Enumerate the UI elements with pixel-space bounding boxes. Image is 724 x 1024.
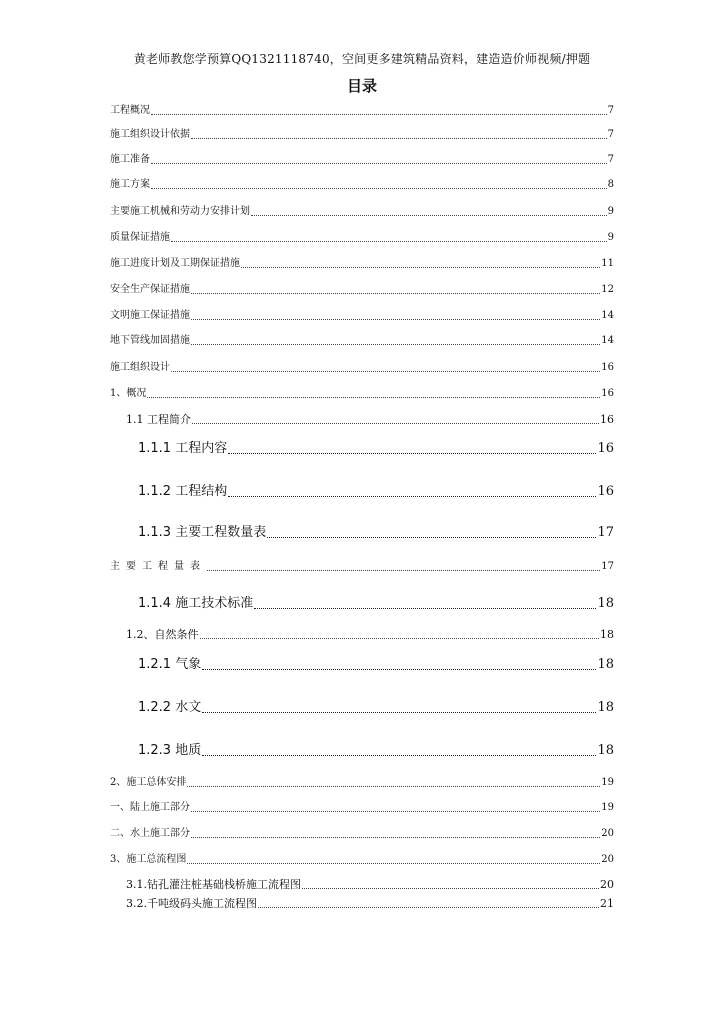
toc-entry-label: 1.2.1 气象	[138, 657, 202, 672]
toc-entry[interactable]	[110, 361, 614, 375]
dot-leader	[202, 755, 596, 756]
toc-entry-label: 文明施工保证措施	[110, 310, 190, 321]
toc-entry[interactable]	[110, 128, 614, 142]
toc-entry-label: 1.2、自然条件	[126, 628, 199, 641]
toc-entry-label: 工程概况	[110, 105, 150, 116]
toc-entry-label: 二、水上施工部分	[110, 828, 190, 839]
dot-leader	[200, 638, 600, 639]
toc-entry-label: 1.1.1 工程内容	[138, 441, 228, 456]
toc-entry-page: 18	[597, 657, 614, 672]
dot-leader	[202, 669, 596, 670]
dot-leader	[258, 907, 599, 908]
toc-entry-page: 19	[601, 777, 614, 788]
toc-entry-label: 施工进度计划及工期保证措施	[110, 258, 240, 269]
dot-leader	[192, 423, 599, 424]
toc-entry-label: 1、概况	[110, 388, 147, 399]
dot-leader	[187, 863, 600, 864]
toc-entry-page: 11	[601, 258, 614, 269]
toc-entry-page: 17	[597, 525, 614, 540]
toc-entry-label: 主要施工机械和劳动力安排计划	[110, 206, 250, 217]
toc-entry[interactable]	[110, 257, 614, 271]
toc-entry[interactable]	[110, 104, 614, 118]
toc-entry-label: 地下管线加固措施	[110, 335, 190, 346]
dot-leader	[147, 397, 600, 398]
toc-entry[interactable]	[110, 309, 614, 323]
toc-entry-page: 18	[597, 596, 614, 611]
toc-entry-page: 17	[601, 561, 614, 572]
toc-entry[interactable]	[110, 776, 614, 790]
toc-entry[interactable]	[110, 283, 614, 297]
dot-leader	[251, 215, 607, 216]
toc-entry[interactable]	[110, 178, 614, 192]
toc-entry[interactable]	[138, 596, 614, 612]
toc-entry-page: 8	[607, 179, 614, 190]
toc-entry-page: 7	[607, 129, 614, 140]
dot-leader	[187, 786, 600, 787]
toc-entry-page: 16	[597, 484, 614, 499]
toc-entry-page: 20	[601, 828, 614, 839]
toc-entry-label: 1.1.4 施工技术标准	[138, 596, 254, 611]
toc-entry-page: 7	[607, 154, 614, 165]
dot-leader	[151, 114, 607, 115]
toc-entry[interactable]	[110, 231, 614, 245]
dot-leader	[191, 293, 600, 294]
toc-entry-label: 1.1 工程简介	[126, 413, 191, 426]
toc-entry-label: 1.1.2 工程结构	[138, 484, 228, 499]
toc-entry[interactable]	[110, 560, 614, 574]
toc-entry-page: 20	[600, 878, 614, 891]
dot-leader	[151, 188, 607, 189]
toc-entry-page: 12	[601, 284, 614, 295]
dot-leader	[267, 537, 596, 538]
dot-leader	[191, 837, 600, 838]
toc-entry-page: 18	[597, 743, 614, 758]
toc-entry[interactable]	[110, 153, 614, 167]
toc-entry[interactable]	[138, 657, 614, 673]
toc-entry-page: 18	[597, 700, 614, 715]
dot-leader	[191, 319, 600, 320]
toc-entry-page: 20	[601, 854, 614, 865]
toc-entry[interactable]	[126, 878, 614, 892]
toc-entry-label: 1.1.3 主要工程数量表	[138, 525, 267, 540]
toc-entry-label: 安全生产保证措施	[110, 284, 190, 295]
toc-entry-label: 3、施工总流程图	[110, 854, 187, 865]
dot-leader	[171, 371, 600, 372]
toc-entry-page: 9	[607, 232, 614, 243]
toc-entry-label: 2、施工总体安排	[110, 777, 187, 788]
dot-leader	[171, 241, 607, 242]
dot-leader	[207, 570, 600, 571]
toc-entry-page: 19	[601, 802, 614, 813]
dot-leader	[228, 453, 596, 454]
dot-leader	[151, 163, 607, 164]
toc-entry-page: 14	[601, 335, 614, 346]
header-note: 黄老师教您学预算QQ1321118740，空间更多建筑精品资料，建造造价师视频/押题	[133, 52, 591, 66]
toc-entry[interactable]	[126, 413, 614, 427]
toc-entry-page: 16	[601, 388, 614, 399]
dot-leader	[254, 608, 596, 609]
toc-entry-page: 21	[600, 897, 614, 910]
toc-entry[interactable]	[138, 700, 614, 716]
toc-entry[interactable]	[110, 387, 614, 401]
toc-entry[interactable]	[138, 484, 614, 500]
dot-leader	[191, 344, 600, 345]
dot-leader	[202, 712, 596, 713]
toc-entry-page: 7	[607, 105, 614, 116]
toc-entry-label: 施工方案	[110, 179, 150, 190]
toc-entry-page: 14	[601, 310, 614, 321]
toc-entry-label: 主要工程量表	[110, 561, 206, 572]
toc-entry-label: 1.2.2 水文	[138, 700, 202, 715]
dot-leader	[191, 138, 607, 139]
toc-entry-page: 16	[597, 441, 614, 456]
toc-entry-label: 施工组织设计依据	[110, 129, 190, 140]
toc-entry-label: 施工组织设计	[110, 362, 170, 373]
dot-leader	[302, 888, 599, 889]
toc-entry[interactable]	[126, 628, 614, 642]
toc-entry[interactable]	[138, 441, 614, 457]
toc-entry[interactable]	[138, 525, 614, 541]
toc-entry-label: 施工准备	[110, 154, 150, 165]
toc-entry[interactable]	[110, 801, 614, 815]
toc-entry-page: 9	[607, 206, 614, 217]
toc-entry-label: 1.2.3 地质	[138, 743, 202, 758]
toc-entry-label: 3.2.千吨级码头施工流程图	[126, 897, 257, 910]
toc-entry-label: 一、陆上施工部分	[110, 802, 190, 813]
toc-entry-label: 质量保证措施	[110, 232, 170, 243]
dot-leader	[191, 811, 600, 812]
dot-leader	[228, 496, 596, 497]
toc-entry-label: 3.1.钻孔灌注桩基础栈桥施工流程图	[126, 878, 301, 891]
toc-entry[interactable]	[110, 205, 614, 219]
toc-entry[interactable]	[138, 743, 614, 759]
toc-entry[interactable]	[126, 897, 614, 911]
toc-entry-page: 18	[600, 628, 614, 641]
toc-entry[interactable]	[110, 827, 614, 841]
dot-leader	[241, 267, 600, 268]
toc-entry[interactable]	[110, 334, 614, 348]
toc-entry-page: 16	[601, 362, 614, 373]
toc-title: 目录	[346, 77, 377, 95]
toc-entry-page: 16	[600, 413, 614, 426]
toc-entry[interactable]	[110, 853, 614, 867]
